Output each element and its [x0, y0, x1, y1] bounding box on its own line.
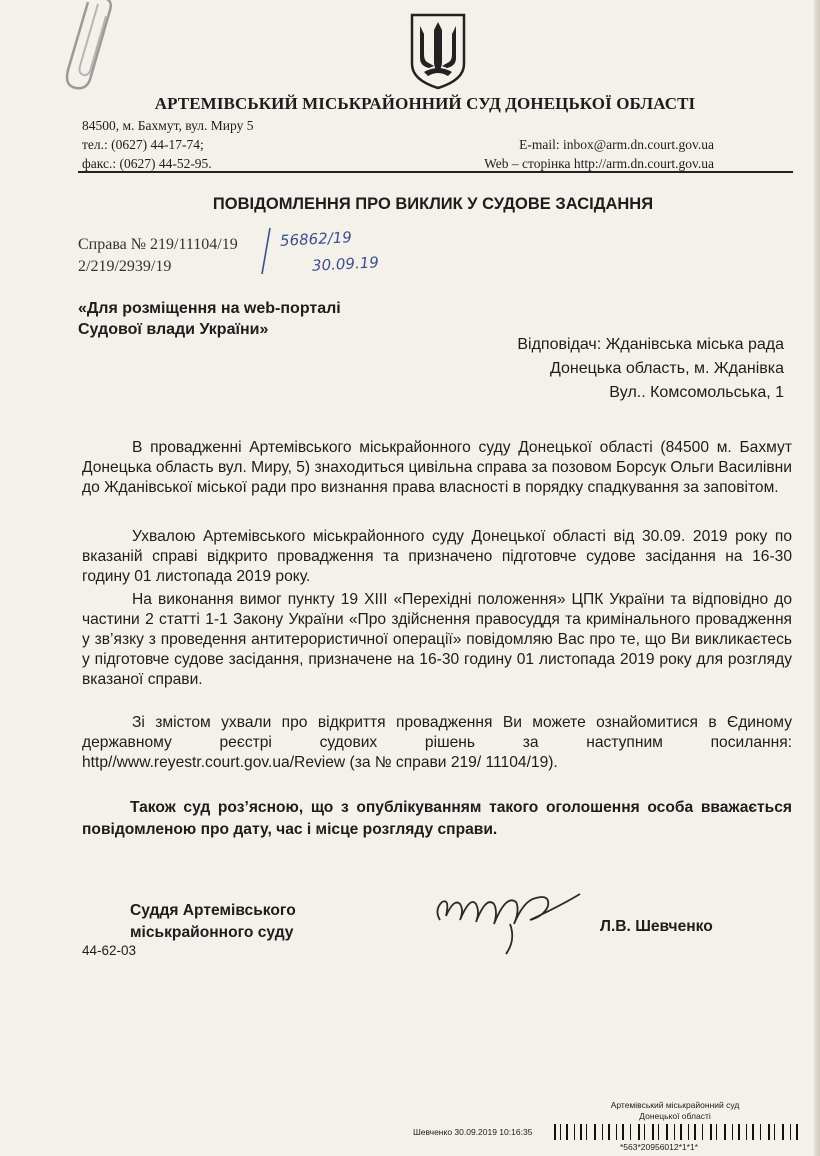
court-address: 84500, м. Бахмут, вул. Миру 5: [82, 118, 254, 133]
court-email: E-mail: inbox@arm.dn.court.gov.ua: [519, 137, 714, 152]
publication-notice: [78, 298, 341, 340]
judge-position: [130, 900, 296, 944]
registration-stamp-court-line1: Артемівський міськрайонний суд: [610, 1100, 740, 1110]
addressee-block: [517, 333, 784, 405]
handwritten-signature: [420, 880, 600, 960]
document-title: ПОВІДОМЛЕННЯ ПРО ВИКЛИК У СУДОВЕ ЗАСІДАННЯ: [212, 195, 654, 213]
registration-stamp-court-line2: Донецької області: [639, 1111, 711, 1121]
judge-name: Л.В. Шевченко: [600, 918, 713, 935]
body-paragraph-2: [82, 527, 792, 587]
court-website: Web – сторінка http://arm.dn.court.gov.ua: [484, 156, 714, 171]
handwritten-slash: [260, 226, 272, 276]
addressee-name: Відповідач: Жданівська міська рада: [517, 336, 784, 353]
addressee-street: Вул.. Комсомольська, 1: [609, 384, 784, 401]
court-fax: факс.: (0627) 44-52-95.: [82, 156, 212, 171]
body-paragraph-1: [82, 438, 792, 498]
handwritten-registration-number: 56862/19: [279, 228, 353, 250]
body-paragraph-2-text: Ухвалою Артемівського міськрайонного суду Донецької області від 30.09. 2019 року по вказаній справі відкрито провадження та призначено підготовче судове засідання на 16-30 годину 01 листопада 2019 року.: [82, 528, 792, 585]
publication-clarification: Також суд роз’ясною, що з опублікуванням такого оголошення особа вважається повідомленою про дату, час і місце розгляду справи.: [82, 799, 792, 838]
body-paragraph-4: [82, 713, 792, 773]
judge-position-line2: міськрайонного суду: [130, 924, 294, 941]
header-divider: [78, 171, 793, 173]
handwritten-registration-date: 30.09.19: [311, 253, 380, 275]
proceeding-number: 2/219/2939/19: [78, 258, 172, 275]
registration-stamp-court: [570, 1100, 780, 1122]
publication-notice-line2: Судової влади України»: [78, 321, 269, 338]
paperclip-icon: [58, 0, 118, 92]
addressee-region: Донецька область, м. Жданівка: [549, 360, 784, 377]
publication-notice-line1: «Для розміщення на web-порталі: [78, 300, 341, 317]
body-paragraph-3: [82, 590, 792, 690]
body-paragraph-1-text: В провадженні Артемівського міськрайонного суду Донецької області (84500 м. Бахмут Донецька область вул. Миру, 5) знаходиться цивільна справа за позовом Борсук Ольги Василівни до Жданівської міської ради про визнання права власності в порядку спадкування за заповітом.: [82, 439, 792, 496]
judge-position-line1: Суддя Артемівського: [130, 902, 296, 919]
body-paragraph-3-text: На виконання вимог пункту 19 ХІІІ «Перехідні положення» ЦПК України та відповідно до частини 2 статті 1-1 Закону України «Про здійснення правосуддя та кримінального провадження у зв’язку з проведення антитерористичної операції» повідомляю Вас про те, що Ви викликаєтесь у підготовче судове засідання, призначене на 16-30 годину 01 листопада 2019 року для розгляду вказаної справи.: [82, 591, 792, 688]
barcode-code: *563*20956012*1*1*: [620, 1142, 698, 1152]
trident-emblem-icon: [409, 12, 467, 90]
court-name: АРТЕМІВСЬКИЙ МІСЬКРАЙОННИЙ СУД ДОНЕЦЬКОЇ ОБЛАСТІ: [154, 94, 696, 113]
barcode-icon: [552, 1124, 800, 1140]
body-paragraph-4-text: Зі змістом ухвали про відкриття провадження Ви можете ознайомитися в Єдиному державному реєстрі судових рішень за наступним посилання: http//www.reyestr.court.gov.ua/Review (за № справи 219/ 11104/19).: [82, 714, 792, 771]
case-number: Справа № 219/11104/19: [78, 236, 238, 253]
registration-stamp-info: Шевченко 30.09.2019 10:16:35: [413, 1127, 533, 1137]
page-edge: [814, 0, 820, 1156]
executor-index: 44-62-03: [82, 943, 137, 958]
court-phone: тел.: (0627) 44-17-74;: [82, 137, 204, 152]
